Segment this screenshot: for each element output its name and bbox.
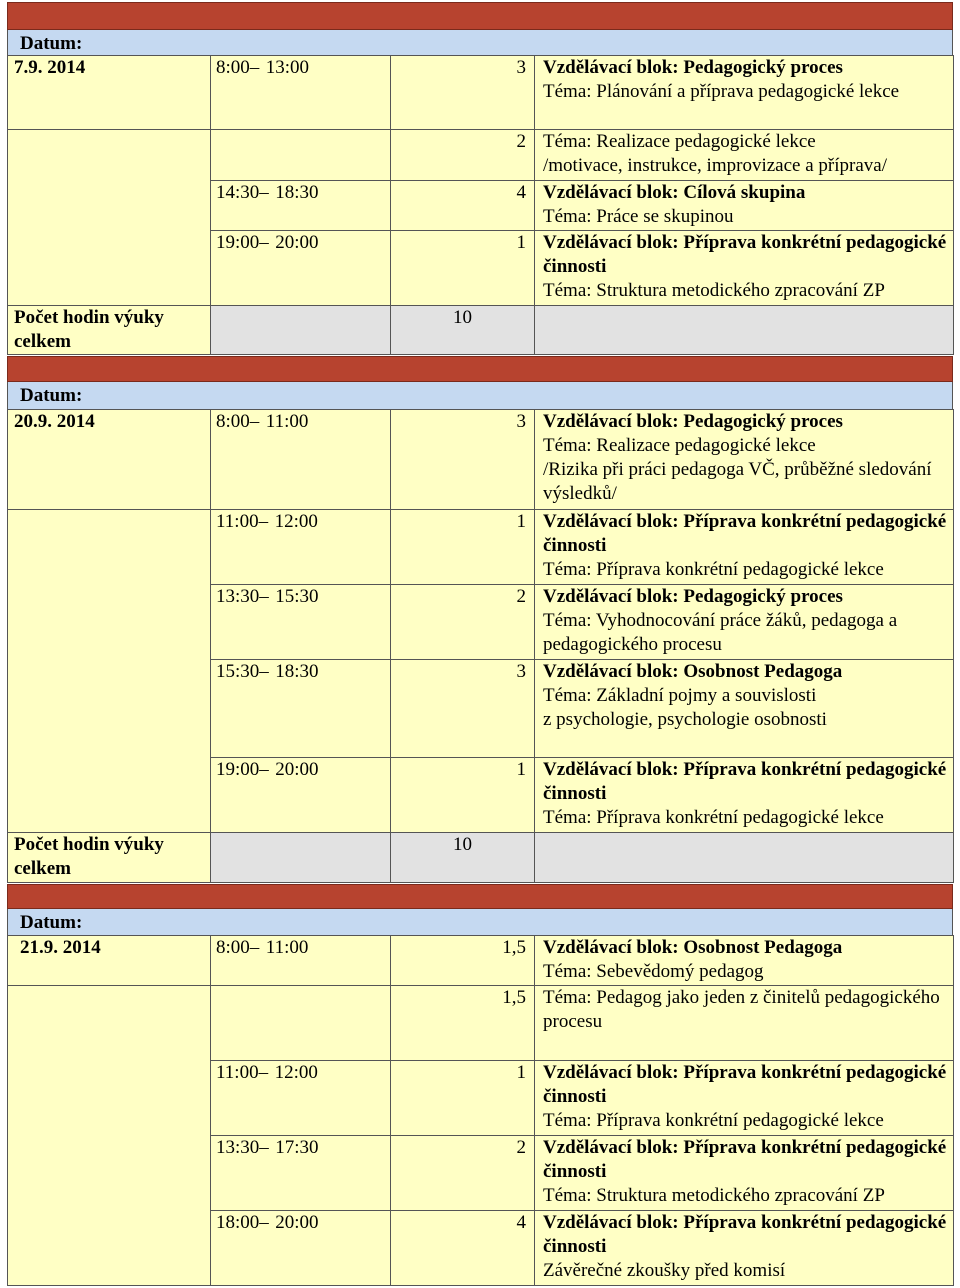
time-end: 18:30: [275, 182, 319, 203]
time-cell: 11:00– 12:00: [211, 1061, 391, 1136]
total-hours-cell: 10: [391, 306, 535, 355]
hours-cell: 1: [391, 510, 535, 585]
block-title: Vzdělávací blok: Příprava konkrétní pedagogické činnosti: [543, 1212, 947, 1257]
date-header-band: [7, 30, 953, 55]
topic-line: Téma: Plánování a příprava pedagogické lekce: [543, 81, 900, 102]
time-start: 8:00: [216, 937, 250, 958]
content-cell: [535, 1136, 954, 1211]
topic-line: z psychologie, psychologie osobnosti: [543, 709, 827, 730]
hours-cell: 2: [391, 1136, 535, 1211]
day-table: [7, 55, 954, 355]
time-start: 8:00: [216, 57, 250, 78]
time-cell: [211, 986, 391, 1061]
time-cell: 15:30– 18:30: [211, 660, 391, 758]
day-table: [7, 409, 954, 883]
date-header-band: [7, 909, 953, 935]
block-title: Vzdělávací blok: Cílová skupina: [543, 182, 806, 203]
time-end: 20:00: [275, 1212, 319, 1233]
hours-cell: 1: [391, 231, 535, 306]
topic-line: Téma: Realizace pedagogické lekce: [543, 435, 816, 456]
total-label-cell: [8, 306, 211, 355]
total-label: Počet hodin výuky: [14, 834, 164, 855]
day-table: [7, 935, 954, 1286]
block-title: Vzdělávací blok: Pedagogický proces: [543, 586, 843, 607]
section-divider: [7, 884, 953, 909]
total-gray-cell: [211, 833, 391, 883]
content-cell: [535, 410, 954, 510]
topic-line: Téma: Příprava konkrétní pedagogické lekce: [543, 1110, 884, 1131]
time-cell: 19:00– 20:00: [211, 758, 391, 833]
topic-line: Téma: Realizace pedagogické lekce: [543, 131, 816, 152]
topic-line: Závěrečné zkoušky před komisí: [543, 1260, 786, 1281]
time-end: 20:00: [275, 759, 319, 780]
time-start: 19:00: [216, 232, 260, 253]
table-row: [8, 56, 954, 130]
time-start: 13:30: [216, 1137, 260, 1158]
topic-line: Téma: Příprava konkrétní pedagogické lekce: [543, 807, 884, 828]
topic-line: /Rizika při práci pedagoga VČ, průběžné sledování výsledků/: [543, 459, 932, 504]
time-cell: 11:00– 12:00: [211, 510, 391, 585]
block-title: Vzdělávací blok: Osobnost Pedagoga: [543, 661, 843, 682]
topic-line: Téma: Příprava konkrétní pedagogické lekce: [543, 559, 884, 580]
time-start: 15:30: [216, 661, 260, 682]
empty-cell: [8, 510, 211, 833]
date-cell: 7.9. 2014: [8, 56, 211, 130]
table-row: [8, 936, 954, 986]
time-end: 12:00: [274, 1062, 318, 1083]
table-row: [8, 130, 954, 181]
date-header-band: [7, 382, 953, 409]
total-gray-cell: [535, 306, 954, 355]
content-cell: [535, 660, 954, 758]
time-end: 20:00: [275, 232, 319, 253]
content-cell: [535, 231, 954, 306]
date-cell: 21.9. 2014: [8, 936, 211, 986]
section-divider: [7, 356, 953, 382]
time-start: 11:00: [216, 1062, 259, 1083]
total-row: [8, 833, 954, 883]
time-end: 18:30: [275, 661, 319, 682]
topic-line: Téma: Vyhodnocování práce žáků, pedagoga a pedagogického procesu: [543, 610, 898, 655]
time-cell: 8:00– 13:00: [211, 56, 391, 130]
hours-cell: 1: [391, 1061, 535, 1136]
total-gray-cell: [211, 306, 391, 355]
total-row: [8, 306, 954, 355]
time-cell: 14:30– 18:30: [211, 181, 391, 231]
content-cell: [535, 56, 954, 130]
section-divider: [7, 2, 953, 30]
date-label: Datum:: [20, 912, 83, 933]
block-title: Vzdělávací blok: Příprava konkrétní pedagogické činnosti: [543, 759, 947, 804]
block-title: Vzdělávací blok: Příprava konkrétní pedagogické činnosti: [543, 1062, 947, 1107]
time-start: 8:00: [216, 411, 250, 432]
time-end: 11:00: [265, 411, 309, 432]
table-row: [8, 510, 954, 585]
time-end: 15:30: [275, 586, 319, 607]
time-start: 19:00: [216, 759, 260, 780]
hours-cell: 4: [391, 181, 535, 231]
table-row: [8, 410, 954, 510]
hours-cell: 1,5: [391, 936, 535, 986]
time-cell: 8:00– 11:00: [211, 936, 391, 986]
content-cell: [535, 585, 954, 660]
topic-line: Téma: Sebevědomý pedagog: [543, 961, 764, 982]
content-cell: [535, 936, 954, 986]
hours-cell: 3: [391, 56, 535, 130]
topic-line: /motivace, instrukce, improvizace a příprava/: [543, 155, 887, 176]
topic-line: Téma: Práce se skupinou: [543, 206, 734, 227]
total-label-cell: [8, 833, 211, 883]
time-cell: 13:30– 15:30: [211, 585, 391, 660]
empty-cell: [8, 130, 211, 306]
content-cell: [535, 986, 954, 1061]
hours-cell: 3: [391, 410, 535, 510]
total-label: celkem: [14, 858, 71, 879]
time-end: 11:00: [265, 937, 309, 958]
block-title: Vzdělávací blok: Pedagogický proces: [543, 411, 843, 432]
time-cell: 8:00– 11:00: [211, 410, 391, 510]
total-hours-cell: 10: [391, 833, 535, 883]
content-cell: [535, 181, 954, 231]
hours-cell: 1: [391, 758, 535, 833]
topic-line: Téma: Struktura metodického zpracování ZP: [543, 1185, 885, 1206]
hours-cell: 1,5: [391, 986, 535, 1061]
topic-line: Téma: Pedagog jako jeden z činitelů pedagogického procesu: [543, 987, 940, 1032]
block-title: Vzdělávací blok: Příprava konkrétní pedagogické činnosti: [543, 1137, 947, 1182]
date-cell: 20.9. 2014: [8, 410, 211, 510]
time-start: 14:30: [216, 182, 260, 203]
table-row: [8, 986, 954, 1061]
hours-cell: 3: [391, 660, 535, 758]
content-cell: [535, 1061, 954, 1136]
date-label: Datum:: [20, 385, 83, 406]
block-title: Vzdělávací blok: Příprava konkrétní pedagogické činnosti: [543, 511, 947, 556]
time-cell: 19:00– 20:00: [211, 231, 391, 306]
topic-line: Téma: Základní pojmy a souvislosti: [543, 685, 817, 706]
content-cell: [535, 1211, 954, 1286]
time-end: 13:00: [265, 57, 310, 78]
block-title: Vzdělávací blok: Pedagogický proces: [543, 57, 843, 78]
content-cell: [535, 510, 954, 585]
total-label: celkem: [14, 331, 71, 352]
empty-cell: [8, 986, 211, 1286]
time-start: 13:30: [216, 586, 260, 607]
hours-cell: 4: [391, 1211, 535, 1286]
total-label: Počet hodin výuky: [14, 307, 164, 328]
block-title: Vzdělávací blok: Příprava konkrétní pedagogické činnosti: [543, 232, 947, 277]
block-title: Vzdělávací blok: Osobnost Pedagoga: [543, 937, 843, 958]
time-cell: 18:00– 20:00: [211, 1211, 391, 1286]
time-cell: [211, 130, 391, 181]
total-gray-cell: [535, 833, 954, 883]
hours-cell: 2: [391, 585, 535, 660]
content-cell: [535, 130, 954, 181]
hours-cell: 2: [391, 130, 535, 181]
time-cell: 13:30– 17:30: [211, 1136, 391, 1211]
time-end: 12:00: [274, 511, 318, 532]
date-label: Datum:: [20, 33, 83, 54]
time-end: 17:30: [275, 1137, 319, 1158]
time-start: 18:00: [216, 1212, 260, 1233]
topic-line: Téma: Struktura metodického zpracování ZP: [543, 280, 885, 301]
time-start: 11:00: [216, 511, 259, 532]
content-cell: [535, 758, 954, 833]
